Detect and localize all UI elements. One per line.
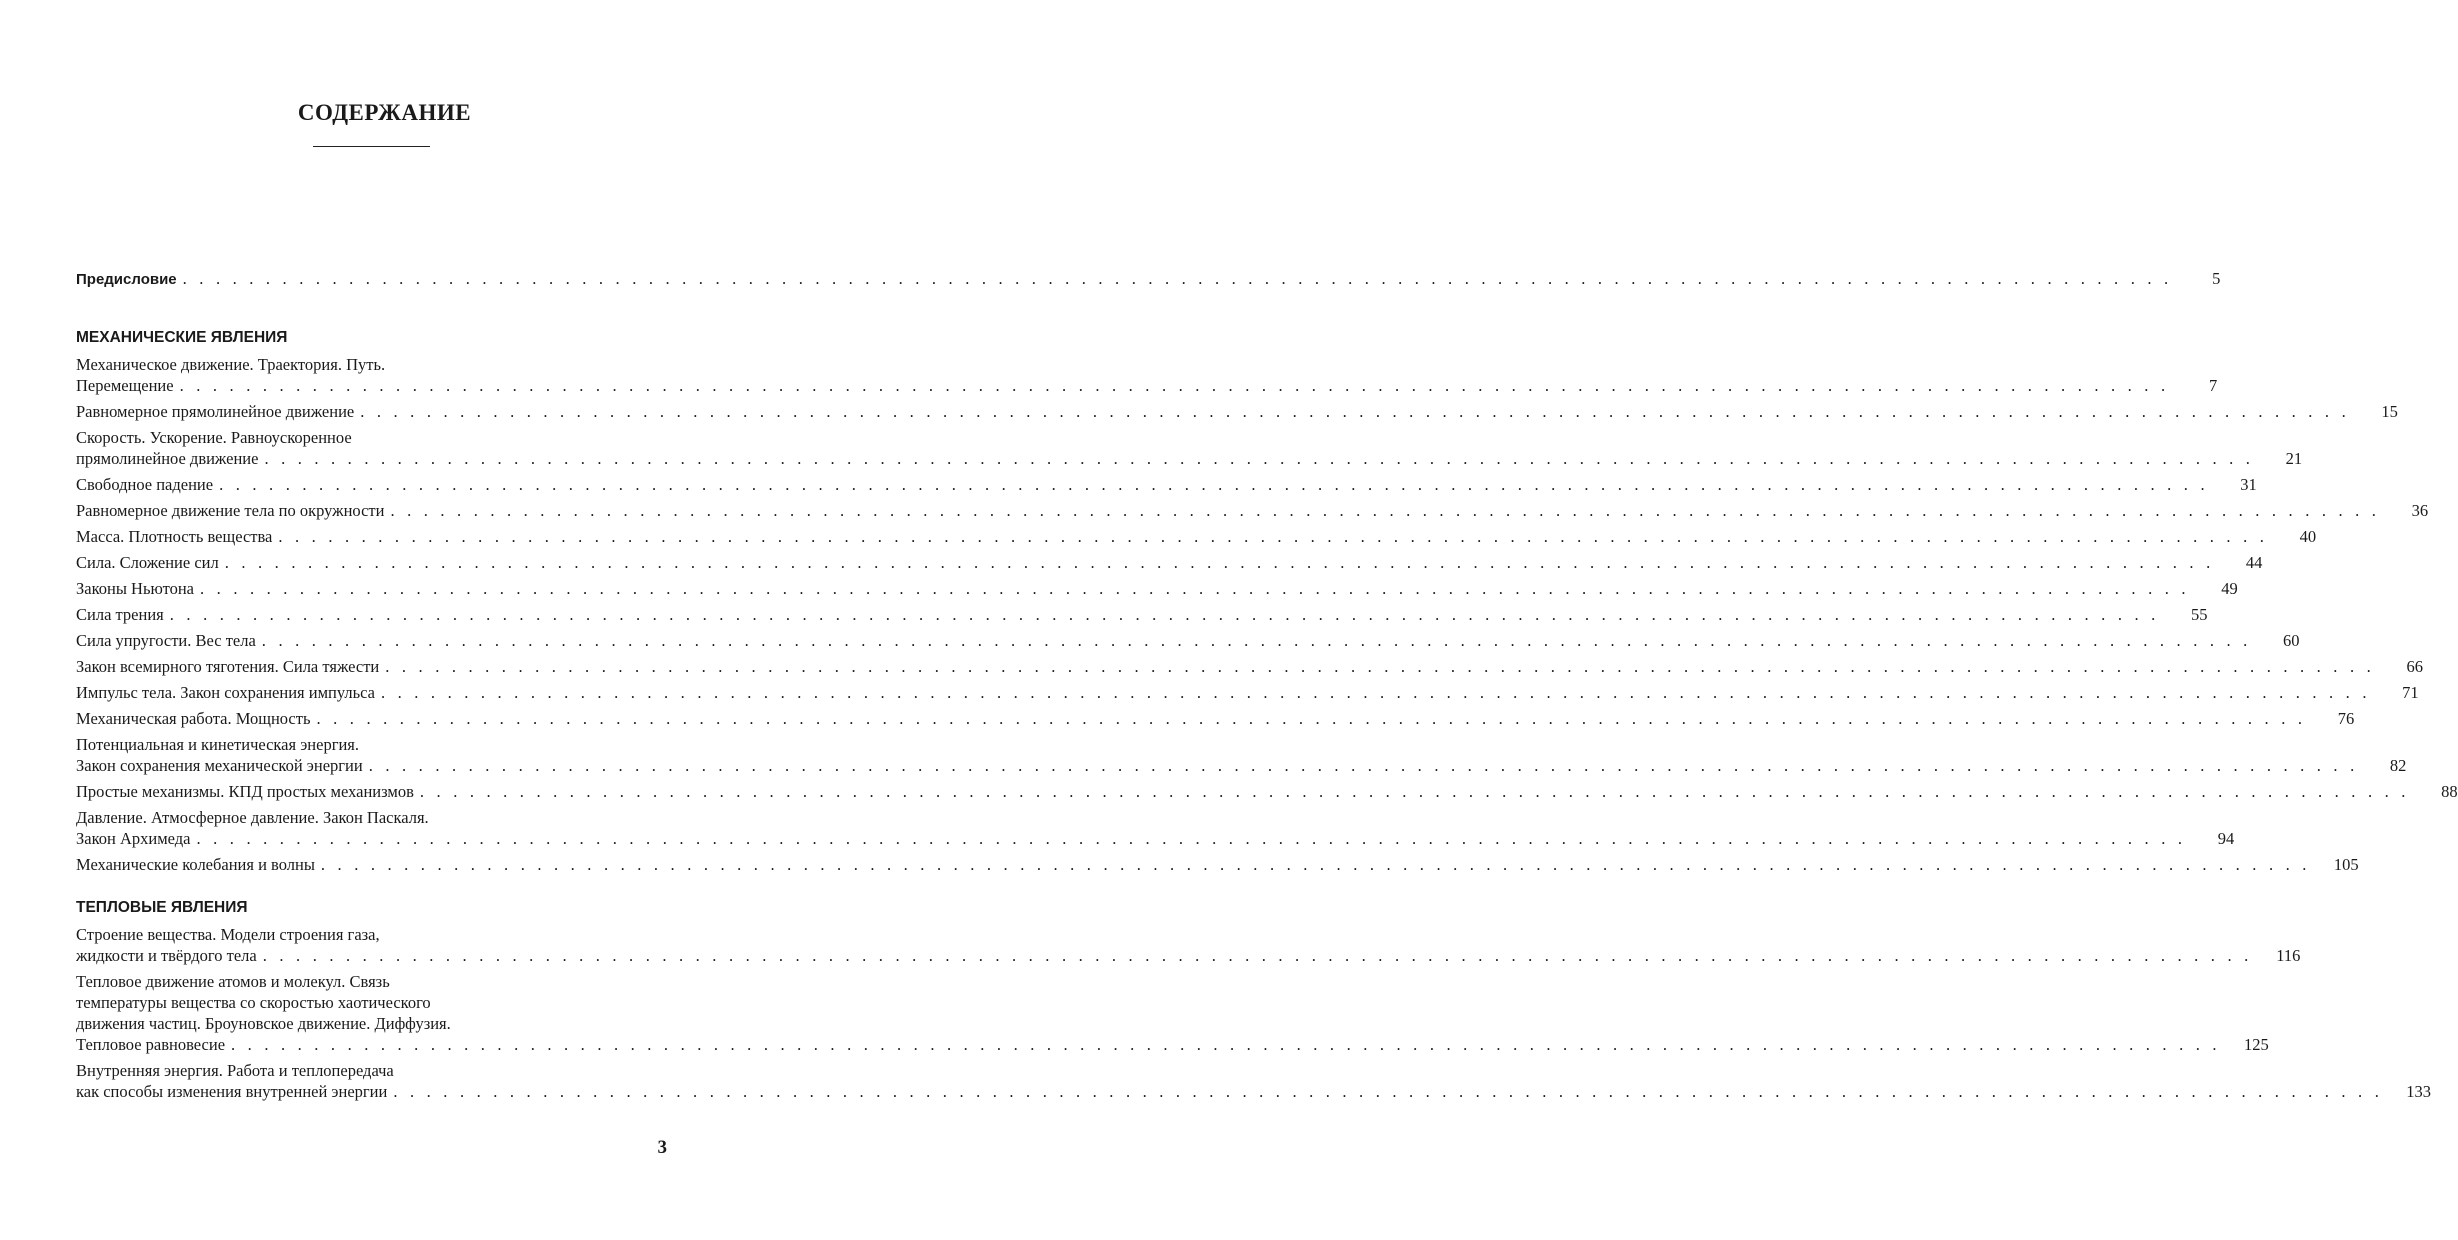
entry-line bbox=[76, 755, 2407, 776]
entry-title: Перемещение bbox=[76, 376, 174, 395]
entry-title: Свободное падение bbox=[76, 475, 214, 494]
entry-title: Законы Ньютона bbox=[76, 579, 195, 598]
page-number: 49 bbox=[2221, 579, 2238, 598]
page-number: 71 bbox=[2402, 683, 2419, 702]
toc-entry[interactable] bbox=[76, 708, 2355, 729]
entry-title: Тепловое равновесие bbox=[76, 1035, 226, 1054]
dot-leader: . . . . . . . . . . . . . . . . . . . . . . . . . . . . . . . . . . . . . . . . . . . . . . . . . . . . . . . . . . . . . . . . . . . . . . . . . . . . . . . . . . . . . . . . . . . . . . . . . . . . . . . . . . . . . . . . . . . . . . . . bbox=[393, 1082, 2384, 1101]
entry-line bbox=[76, 682, 2419, 703]
entry-title: Скорость. Ускорение. Равноускоренное bbox=[76, 428, 352, 447]
entry-title: Импульс тела. Закон сохранения импульса bbox=[76, 683, 375, 702]
dot-leader: . . . . . . . . . . . . . . . . . . . . . . . . . . . . . . . . . . . . . . . . . . . . . . . . . . . . . . . . . . . . . . . . . . . . . . . . . . . . . . . . . . . . . . . . . . . . . . . . . . . . . . . . . . . . . . . . . . . . . . . . bbox=[264, 449, 2255, 468]
dot-leader: . . . . . . . . . . . . . . . . . . . . . . . . . . . . . . . . . . . . . . . . . . . . . . . . . . . . . . . . . . . . . . . . . . . . . . . . . . . . . . . . . . . . . . . . . . . . . . . . . . . . . . . . . . . . . . . . . . . . . . . . bbox=[219, 475, 2209, 494]
entry-title: Равномерное движение тела по окружности bbox=[76, 501, 385, 520]
toc-entry[interactable] bbox=[76, 807, 2235, 849]
entry-line bbox=[76, 604, 2208, 625]
entry-title: как способы изменения внутренней энергии bbox=[76, 1082, 388, 1101]
page-number: 60 bbox=[2282, 631, 2300, 650]
entry-title: Потенциальная и кинетическая энергия. bbox=[76, 735, 360, 754]
entry-line bbox=[76, 708, 2355, 729]
page-number: 44 bbox=[2245, 553, 2263, 572]
title-underline bbox=[313, 146, 430, 147]
page-number: 7 bbox=[2209, 376, 2218, 395]
entry-title: Давление. Атмосферное давление. Закон Паскаля. bbox=[76, 808, 429, 827]
toc-entry[interactable] bbox=[76, 354, 2218, 396]
page-number: 55 bbox=[2190, 605, 2208, 624]
page-number: 116 bbox=[2276, 946, 2301, 965]
toc-entry[interactable] bbox=[76, 630, 2300, 651]
entry-line bbox=[76, 474, 2257, 495]
entry-line bbox=[76, 578, 2238, 599]
entry-title: жидкости и твёрдого тела bbox=[76, 946, 257, 965]
toc-entry[interactable] bbox=[76, 924, 2301, 966]
page-number: 15 bbox=[2381, 402, 2398, 421]
entry-title: Масса. Плотность вещества bbox=[76, 527, 273, 546]
entry-line bbox=[76, 781, 2458, 802]
dot-leader: . . . . . . . . . . . . . . . . . . . . . . . . . . . . . . . . . . . . . . . . . . . . . . . . . . . . . . . . . . . . . . . . . . . . . . . . . . . . . . . . . . . . . . . . . . . . . . . . . . . . . . . . . . . . . . . . . . . . . . . . bbox=[320, 855, 2311, 874]
toc-entry[interactable] bbox=[76, 656, 2423, 677]
page-number: 21 bbox=[2285, 449, 2303, 468]
entry-title: Закон сохранения механической энергии bbox=[76, 756, 363, 775]
entry-line bbox=[76, 828, 2235, 849]
dot-leader: . . . . . . . . . . . . . . . . . . . . . . . . . . . . . . . . . . . . . . . . . . . . . . . . . . . . . . . . . . . . . . . . . . . . . . . . . . . . . . . . . . . . . . . . . . . . . . . . . . . . . . . . . . . . . . . . . . . . . . . . bbox=[360, 402, 2350, 421]
dot-leader: . . . . . . . . . . . . . . . . . . . . . . . . . . . . . . . . . . . . . . . . . . . . . . . . . . . . . . . . . . . . . . . . . . . . . . . . . . . . . . . . . . . . . . . . . . . . . . . . . . . . . . . . . . . . . . . . . . . . . . . . bbox=[385, 657, 2375, 676]
page-number: 82 bbox=[2389, 756, 2407, 775]
entry-line bbox=[76, 448, 2303, 469]
toc-entry[interactable] bbox=[76, 500, 2429, 521]
entry-title: Сила трения bbox=[76, 605, 164, 624]
toc-entry[interactable] bbox=[76, 578, 2238, 599]
toc-entry[interactable] bbox=[76, 401, 2398, 422]
page-number: 31 bbox=[2240, 475, 2257, 494]
toc-entry[interactable] bbox=[76, 427, 2303, 469]
page-number: 105 bbox=[2333, 855, 2359, 874]
page-number: 76 bbox=[2337, 709, 2355, 728]
entry-line bbox=[76, 734, 667, 755]
dot-leader: . . . . . . . . . . . . . . . . . . . . . . . . . . . . . . . . . . . . . . . . . . . . . . . . . . . . . . . . . . . . . . . . . . . . . . . . . . . . . . . . . . . . . . . . . . . . . . . . . . . . . . . . . . . . . . . . . . . . . . . . bbox=[380, 683, 2371, 702]
toc-entry[interactable] bbox=[76, 526, 2317, 547]
entry-title: Механические колебания и волны bbox=[76, 855, 315, 874]
page-number: 40 bbox=[2299, 527, 2317, 546]
entry-title: Закон Архимеда bbox=[76, 829, 191, 848]
entry-title: Сила. Сложение сил bbox=[76, 553, 219, 572]
dot-leader: . . . . . . . . . . . . . . . . . . . . . . . . . . . . . . . . . . . . . . . . . . . . . . . . . . . . . . . . . . . . . . . . . . . . . . . . . . . . . . . . . . . . . . . . . . . . . . . . . . . . . . . . . . . . . . . . . . . . . . . . bbox=[261, 631, 2252, 650]
dot-leader: . . . . . . . . . . . . . . . . . . . . . . . . . . . . . . . . . . . . . . . . . . . . . . . . . . . . . . . . . . . . . . . . . . . . . . . . . . . . . . . . . . . . . . . . . . . . . . . . . . . . . . . . . . . . . . . . . . . . . . . . bbox=[224, 553, 2215, 572]
dot-leader: . . . . . . . . . . . . . . . . . . . . . . . . . . . . . . . . . . . . . . . . . . . . . . . . . . . . . . . . . . . . . . . . . . . . . . . . . . . . . . . . . . . . . . . . . . . . . . . . . . . . . . . . . . . . . . . . . . . . . . . . bbox=[390, 501, 2381, 520]
page-number: 94 bbox=[2217, 829, 2235, 848]
dot-leader: . . . . . . . . . . . . . . . . . . . . . . . . . . . . . . . . . . . . . . . . . . . . . . . . . . . . . . . . . . . . . . . . . . . . . . . . . . . . . . . . . . . . . . . . . . . . . . . . . . . . . . . . . . . . . . . . . . . . . . . . bbox=[182, 269, 2173, 288]
toc-entry[interactable] bbox=[76, 474, 2257, 495]
dot-leader: . . . . . . . . . . . . . . . . . . . . . . . . . . . . . . . . . . . . . . . . . . . . . . . . . . . . . . . . . . . . . . . . . . . . . . . . . . . . . . . . . . . . . . . . . . . . . . . . . . . . . . . . . . . . . . . . . . . . . . . . bbox=[179, 376, 2170, 395]
dot-leader: . . . . . . . . . . . . . . . . . . . . . . . . . . . . . . . . . . . . . . . . . . . . . . . . . . . . . . . . . . . . . . . . . . . . . . . . . . . . . . . . . . . . . . . . . . . . . . . . . . . . . . . . . . . . . . . . . . . . . . . . bbox=[169, 605, 2160, 624]
page-number: 36 bbox=[2411, 501, 2429, 520]
dot-leader: . . . . . . . . . . . . . . . . . . . . . . . . . . . . . . . . . . . . . . . . . . . . . . . . . . . . . . . . . . . . . . . . . . . . . . . . . . . . . . . . . . . . . . . . . . . . . . . . . . . . . . . . . . . . . . . . . . . . . . . . bbox=[196, 829, 2187, 848]
dot-leader: . . . . . . . . . . . . . . . . . . . . . . . . . . . . . . . . . . . . . . . . . . . . . . . . . . . . . . . . . . . . . . . . . . . . . . . . . . . . . . . . . . . . . . . . . . . . . . . . . . . . . . . . . . . . . . . . . . . . . . . . bbox=[316, 709, 2307, 728]
entry-title: Механическое движение. Траектория. Путь. bbox=[76, 355, 386, 374]
entry-line bbox=[76, 401, 2398, 422]
entry-line bbox=[76, 354, 667, 375]
entry-title: температуры вещества со скоростью хаотического bbox=[76, 993, 431, 1012]
page-number: 133 bbox=[2406, 1082, 2432, 1101]
entry-line bbox=[76, 854, 2359, 875]
folio-page-number: 3 bbox=[657, 1137, 667, 1158]
entry-title: Сила упругости. Вес тела bbox=[76, 631, 256, 650]
entry-title: Механическая работа. Мощность bbox=[76, 709, 311, 728]
page-number: 66 bbox=[2406, 657, 2423, 676]
entry-title: Равномерное прямолинейное движение bbox=[76, 402, 355, 421]
entry-title: Простые механизмы. КПД простых механизмов bbox=[76, 782, 414, 801]
entry-line bbox=[76, 1060, 667, 1081]
dot-leader: . . . . . . . . . . . . . . . . . . . . . . . . . . . . . . . . . . . . . . . . . . . . . . . . . . . . . . . . . . . . . . . . . . . . . . . . . . . . . . . . . . . . . . . . . . . . . . . . . . . . . . . . . . . . . . . . . . . . . . . . bbox=[262, 946, 2253, 965]
toc-entry[interactable] bbox=[76, 552, 2263, 573]
section-heading: ТЕПЛОВЫЕ ЯВЛЕНИЯ bbox=[76, 899, 248, 916]
toc-entry-preface[interactable] bbox=[76, 268, 2221, 289]
dot-leader: . . . . . . . . . . . . . . . . . . . . . . . . . . . . . . . . . . . . . . . . . . . . . . . . . . . . . . . . . . . . . . . . . . . . . . . . . . . . . . . . . . . . . . . . . . . . . . . . . . . . . . . . . . . . . . . . . . . . . . . . bbox=[278, 527, 2269, 546]
toc-entry[interactable] bbox=[76, 854, 2359, 875]
dot-leader: . . . . . . . . . . . . . . . . . . . . . . . . . . . . . . . . . . . . . . . . . . . . . . . . . . . . . . . . . . . . . . . . . . . . . . . . . . . . . . . . . . . . . . . . . . . . . . . . . . . . . . . . . . . . . . . . . . . . . . . . bbox=[200, 579, 2190, 598]
entry-title: Тепловое движение атомов и молекул. Связь bbox=[76, 972, 390, 991]
section-heading: МЕХАНИЧЕСКИЕ ЯВЛЕНИЯ bbox=[76, 329, 288, 346]
entry-line bbox=[76, 500, 2429, 521]
entry-title: Предисловие bbox=[76, 271, 177, 288]
entry-title: Строение вещества. Модели строения газа, bbox=[76, 925, 380, 944]
toc-entry[interactable] bbox=[76, 781, 2458, 802]
page-title: СОДЕРЖАНИЕ bbox=[297, 100, 472, 125]
entry-line bbox=[76, 1013, 667, 1034]
page-number: 125 bbox=[2243, 1035, 2269, 1054]
entry-line bbox=[76, 630, 2300, 651]
dot-leader: . . . . . . . . . . . . . . . . . . . . . . . . . . . . . . . . . . . . . . . . . . . . . . . . . . . . . . . . . . . . . . . . . . . . . . . . . . . . . . . . . . . . . . . . . . . . . . . . . . . . . . . . . . . . . . . . . . . . . . . . bbox=[368, 756, 2359, 775]
entry-title: движения частиц. Броуновское движение. Диффузия. bbox=[76, 1014, 451, 1033]
page-number: 5 bbox=[2212, 269, 2221, 288]
toc-entry[interactable] bbox=[76, 971, 2269, 1055]
entry-line bbox=[76, 526, 2317, 547]
entry-line bbox=[76, 971, 667, 992]
entry-line bbox=[76, 945, 2301, 966]
entry-line bbox=[76, 552, 2263, 573]
page-number: 88 bbox=[2441, 782, 2458, 801]
toc-entry[interactable] bbox=[76, 734, 2407, 776]
dot-leader: . . . . . . . . . . . . . . . . . . . . . . . . . . . . . . . . . . . . . . . . . . . . . . . . . . . . . . . . . . . . . . . . . . . . . . . . . . . . . . . . . . . . . . . . . . . . . . . . . . . . . . . . . . . . . . . . . . . . . . . . bbox=[231, 1035, 2221, 1054]
entry-line bbox=[76, 375, 2218, 396]
toc-entry[interactable] bbox=[76, 682, 2419, 703]
entry-title: Внутренняя энергия. Работа и теплопередача bbox=[76, 1061, 394, 1080]
entry-title: Закон всемирного тяготения. Сила тяжести bbox=[76, 657, 380, 676]
toc-entry[interactable] bbox=[76, 604, 2208, 625]
entry-line bbox=[76, 656, 2423, 677]
entry-line bbox=[76, 427, 667, 448]
table-of-contents bbox=[76, 268, 2458, 1107]
toc-entry[interactable] bbox=[76, 1060, 2432, 1102]
entry-line bbox=[76, 992, 667, 1013]
entry-title: прямолинейное движение bbox=[76, 449, 259, 468]
entry-line bbox=[76, 1081, 2432, 1102]
dot-leader: . . . . . . . . . . . . . . . . . . . . . . . . . . . . . . . . . . . . . . . . . . . . . . . . . . . . . . . . . . . . . . . . . . . . . . . . . . . . . . . . . . . . . . . . . . . . . . . . . . . . . . . . . . . . . . . . . . . . . . . . bbox=[419, 782, 2410, 801]
entry-line bbox=[76, 807, 667, 828]
entry-line bbox=[76, 924, 667, 945]
entry-line bbox=[76, 1034, 2269, 1055]
